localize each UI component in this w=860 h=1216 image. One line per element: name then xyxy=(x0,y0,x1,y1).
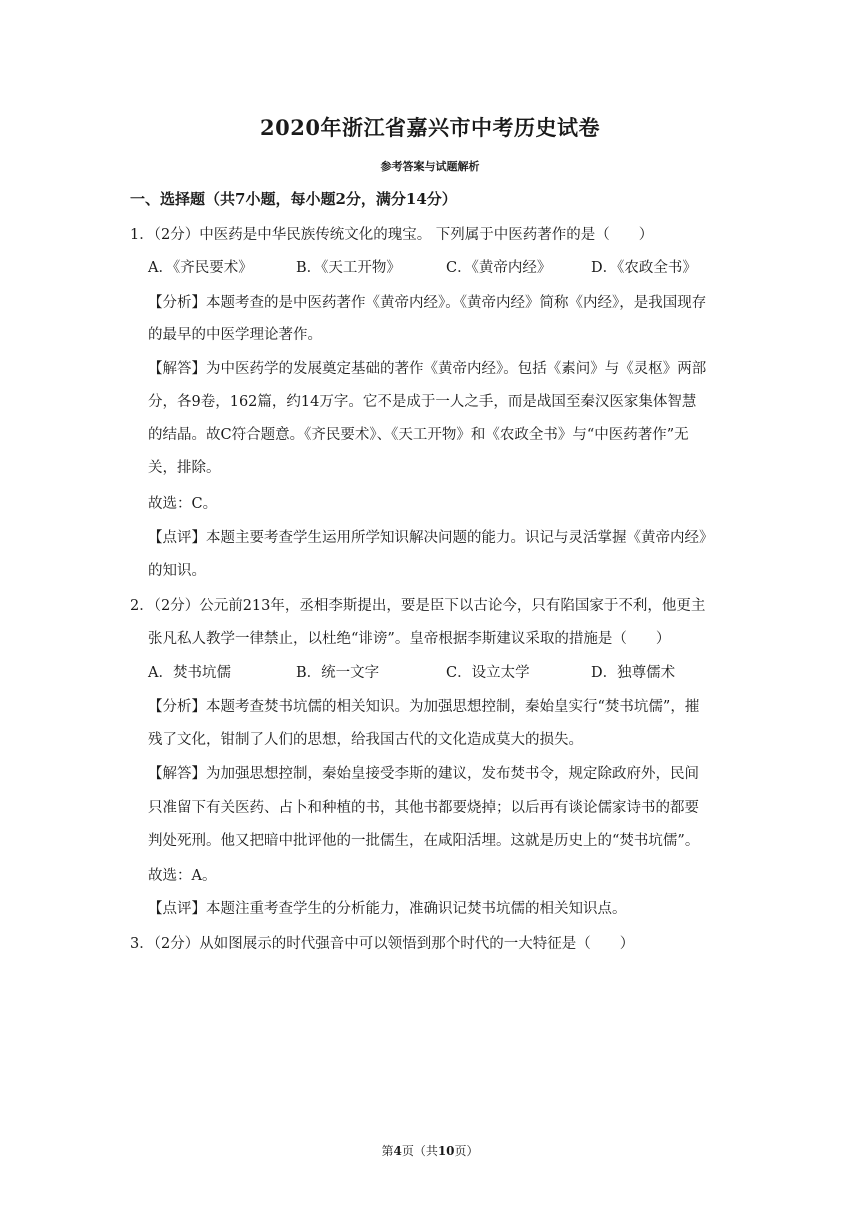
question-2-solution-line: 【解答】为加强思想控制，秦始皇接受李斯的建议，发布焚书令，规定除政府外，民间 xyxy=(148,766,699,782)
page-title: 2020年浙江省嘉兴市中考历史试卷 xyxy=(260,115,600,140)
question-1-comment-line: 的知识。 xyxy=(148,563,206,579)
option-a: A．《齐民要术》 xyxy=(148,260,253,276)
question-2-answer: 故选：A。 xyxy=(148,868,217,884)
question-2-solution-line: 判处死刑。他又把暗中批评他的一批儒生，在咸阳活埋。这就是历史上的“焚书坑儒”。 xyxy=(148,833,700,849)
option-b: B．统一文字 xyxy=(296,665,380,681)
option-d: D．独尊儒术 xyxy=(591,665,676,681)
question-1-solution-line: 【解答】为中医药学的发展奠定基础的著作《黄帝内经》。包括《素问》与《灵枢》两部 xyxy=(148,361,707,377)
section-heading: 一、选择题（共7小题，每小题2分，满分14分） xyxy=(130,190,457,208)
question-1-stem: 1．（2分）中医药是中华民族传统文化的瑰宝。 下列属于中医药著作的是（ ） xyxy=(130,227,654,243)
page-footer xyxy=(0,1142,860,1159)
footer-suffix: 页） xyxy=(454,1144,479,1158)
option-a: A．焚书坑儒 xyxy=(148,665,231,681)
question-2-stem-line: 2．（2分）公元前213年，丞相李斯提出，要是臣下以古论今，只有陷国家于不利，他更主 xyxy=(130,598,706,614)
question-1-comment-line: 【点评】本题主要考查学生运用所学知识解决问题的能力。识记与灵活掌握《黄帝内经》 xyxy=(148,530,714,546)
question-2-solution-line: 只准留下有关医药、占卜和种植的书，其他书都要烧掉；以后再有谈论儒家诗书的都要 xyxy=(148,800,699,816)
option-b: B．《天工开物》 xyxy=(296,260,401,276)
page-subtitle: 参考答案与试题解析 xyxy=(380,160,480,173)
question-2-analysis-line: 【分析】本题考查焚书坑儒的相关知识。为加强思想控制，秦始皇实行“焚书坑儒”，摧 xyxy=(148,699,700,715)
question-2-analysis-line: 残了文化，钳制了人们的思想，给我国古代的文化造成莫大的损失。 xyxy=(148,732,583,748)
footer-total-pages: 10 xyxy=(437,1144,455,1158)
question-2-comment-line: 【点评】本题注重考查学生的分析能力，准确识记焚书坑儒的相关知识点。 xyxy=(148,901,627,917)
option-c: C．《黄帝内经》 xyxy=(446,260,552,276)
question-1-answer: 故选：C。 xyxy=(148,496,218,512)
question-1-solution-line: 的结晶。故C符合题意。《齐民要术》、《天工开物》和《农政全书》与“中医药著作”无 xyxy=(148,427,689,443)
question-1-analysis-line: 的最早的中医学理论著作。 xyxy=(148,327,322,343)
question-1-solution-line: 分，各9卷，162篇，约14万字。它不是成于一人之手，而是战国至秦汉医家集体智慧 xyxy=(148,394,697,410)
question-3-stem: 3．（2分）从如图展示的时代强音中可以领悟到那个时代的一大特征是（ ） xyxy=(130,936,635,952)
option-c: C．设立太学 xyxy=(446,665,530,681)
footer-page-number: 4 xyxy=(393,1144,402,1158)
footer-mid: 页（共 xyxy=(401,1144,438,1158)
footer-prefix: 第 xyxy=(381,1144,394,1158)
question-1-solution-line: 关，排除。 xyxy=(148,460,221,476)
question-2-stem-line: 张凡私人教学一律禁止，以杜绝“诽谤”。皇帝根据李斯建议采取的措施是（ ） xyxy=(148,631,671,647)
question-1-analysis-line: 【分析】本题考查的是中医药著作《黄帝内经》。《黄帝内经》简称《内经》，是我国现存 xyxy=(148,295,707,311)
option-d: D．《农政全书》 xyxy=(591,260,697,276)
